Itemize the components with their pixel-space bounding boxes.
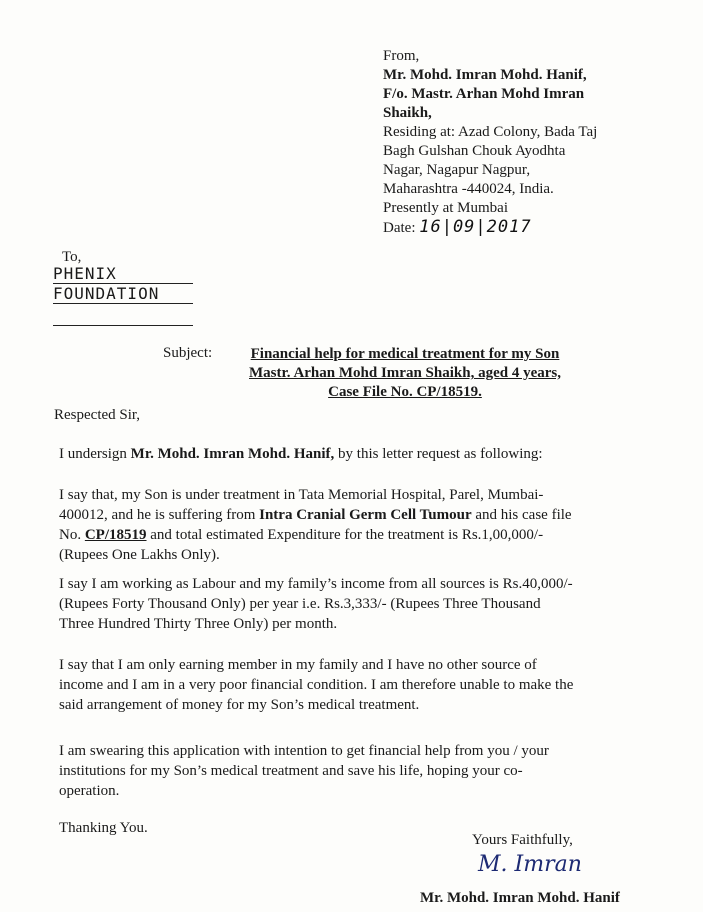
yours-faithfully: Yours Faithfully,	[472, 832, 573, 848]
para1-line3	[59, 525, 647, 545]
subject-line2: Mastr. Arhan Mohd Imran Shaikh, aged 4 years,	[249, 365, 561, 381]
para1-line2	[59, 505, 647, 525]
para1-line3-suffix: and total estimated Expenditure for the treatment is Rs.1,00,000/-	[146, 527, 544, 543]
para2-line2: (Rupees Forty Thousand Only) per year i.e. Rs.3,333/- (Rupees Three Thousand	[59, 596, 541, 612]
to-label: To,	[62, 249, 82, 265]
paragraph-financial-condition	[59, 655, 647, 715]
sender-presently: Presently at Mumbai	[383, 200, 508, 216]
sender-address-line1: Residing at: Azad Colony, Bada Taj	[383, 124, 598, 140]
sender-address-line3: Nagar, Nagapur Nagpur,	[383, 162, 531, 178]
subject-line3: Case File No. CP/18519.	[328, 384, 482, 400]
sender-name: Mr. Mohd. Imran Mohd. Hanif,	[383, 67, 587, 83]
para1-line4: (Rupees One Lakhs Only).	[59, 547, 220, 563]
intro-prefix: I undersign	[59, 446, 131, 462]
para3-line3: said arrangement of money for my Son’s medical treatment.	[59, 697, 420, 713]
case-file-number: CP/18519	[84, 527, 147, 543]
paragraph-request	[59, 741, 647, 801]
handwritten-signature: M. Imran	[478, 852, 582, 877]
para2-line3: Three Hundred Thirty Three Only) per month.	[59, 616, 338, 632]
sender-address-line4: Maharashtra -440024, India.	[383, 181, 554, 197]
from-label: From,	[383, 48, 420, 64]
date-value: 16|09|2017	[419, 217, 532, 237]
para4-line3: operation.	[59, 783, 120, 799]
para3-line2: income and I am in a very poor financial condition. I am therefore unable to make the	[59, 677, 574, 693]
recipient-rule-2	[53, 303, 193, 304]
para1-line2-prefix: 400012, and he is suffering from	[59, 507, 260, 523]
sender-block	[383, 47, 597, 238]
para4-line2: institutions for my Son’s medical treatment and save his life, hoping your co-	[59, 763, 523, 779]
date-label: Date:	[383, 220, 416, 236]
sender-relation-line1: F/o. Mastr. Arhan Mohd Imran	[383, 86, 585, 102]
intro-suffix: by this letter request as following:	[334, 446, 543, 462]
para1-line2-suffix: and his case file	[471, 507, 572, 523]
recipient-rule-3	[53, 325, 193, 326]
para1-line1: I say that, my Son is under treatment in Tata Memorial Hospital, Parel, Mumbai-	[59, 487, 544, 503]
date-line	[383, 218, 597, 238]
sender-address-line2: Bagh Gulshan Chouk Ayodhta	[383, 143, 566, 159]
recipient-line1: PHENIX	[53, 264, 117, 283]
sender-relation-line2: Shaikh,	[383, 105, 432, 121]
signer-name: Mr. Mohd. Imran Mohd. Hanif	[420, 890, 620, 906]
subject-line1: Financial help for medical treatment for my Son	[250, 346, 560, 362]
thanking-line: Thanking You.	[59, 820, 148, 836]
para2-line1: I say I am working as Labour and my family’s income from all sources is Rs.40,000/-	[59, 576, 573, 592]
diagnosis: Intra Cranial Germ Cell Tumour	[259, 507, 472, 523]
subject-text	[225, 345, 585, 402]
recipient-rule-1	[53, 283, 193, 284]
intro-name: Mr. Mohd. Imran Mohd. Hanif,	[130, 446, 335, 462]
para3-line1: I say that I am only earning member in my family and I have no other source of	[59, 657, 537, 673]
paragraph-treatment	[59, 485, 647, 565]
para4-line1: I am swearing this application with intention to get financial help from you / your	[59, 743, 549, 759]
recipient-line2: FOUNDATION	[53, 284, 160, 303]
salutation: Respected Sir,	[54, 407, 141, 423]
para1-line3-prefix: No.	[59, 527, 85, 543]
subject-label: Subject:	[163, 345, 213, 361]
paragraph-income	[59, 574, 647, 634]
intro-line	[59, 446, 543, 463]
